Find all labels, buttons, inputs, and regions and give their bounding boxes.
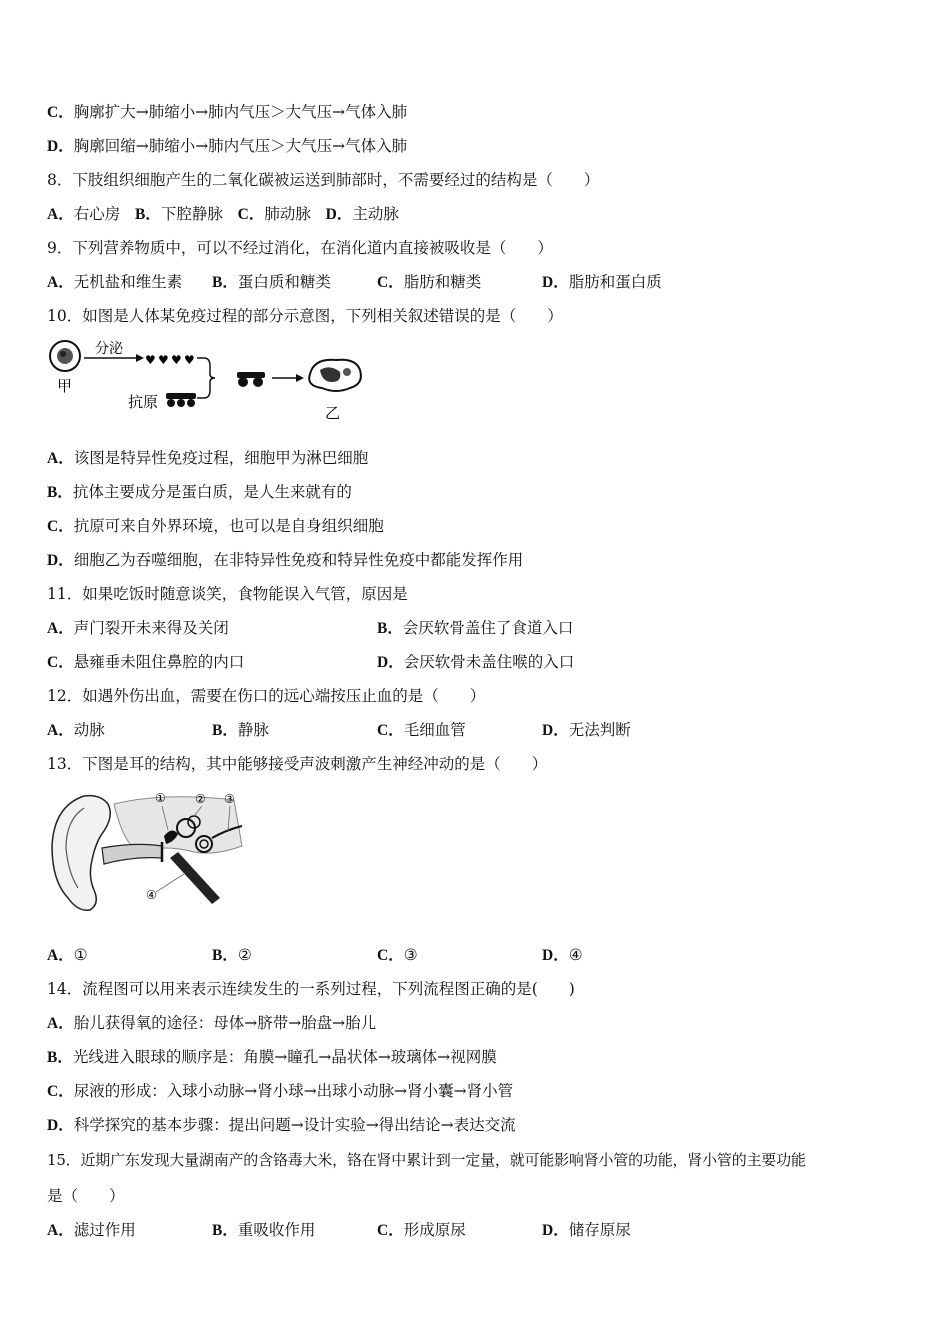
option-text: 无机盐和维生素 [73,273,183,291]
q11-option-d [377,652,574,673]
q13-option-d [542,945,583,966]
option-letter: D． [542,274,569,291]
option-text: 尿液的形成：入球小动脉→肾小球→出球小动脉→肾小囊→肾小管 [73,1082,514,1100]
q9-option-d [542,272,662,293]
q14-option-c [47,1081,513,1102]
nucleolus-icon [60,351,66,357]
option-letter: A． [47,947,74,964]
brace [204,358,215,398]
q13-stem: 13．下图是耳的结构，其中能够接受声波刺激产生神经冲动的是（ ） [47,755,548,773]
q12-option-a [47,720,105,741]
option-letter: C． [47,518,74,535]
q11-stem: 11．如果吃饭时随意谈笑，食物能误入气管，原因是 [47,585,408,603]
option-text: 抗体主要成分是蛋白质，是人生来就有的 [72,483,352,501]
q14-option-b [47,1047,497,1068]
option-letter: A． [47,1222,74,1239]
option-text: 声门裂开未来得及关闭 [73,619,229,637]
q14-option-a [47,1013,376,1034]
option-letter: C． [47,104,74,121]
label-secrete: 分泌 [95,341,123,357]
q9-option-c [377,272,481,293]
q14-stem: 14．流程图可以用来表示连续发生的一系列过程，下列流程图正确的是( ) [47,980,575,998]
q7-option-d [47,136,407,157]
option-letter: A． [47,1015,74,1032]
option-letter: A． [47,722,74,739]
option-text: ④ [568,946,583,964]
q10-option-c [47,516,384,537]
option-letter: A． [47,620,74,637]
option-letter: B． [212,274,238,291]
label-antigen: 抗原 [128,393,159,411]
option-letter: B． [212,722,238,739]
q10-stem: 10．如图是人体某免疫过程的部分示意图，下列相关叙述错误的是（ ） [47,307,563,325]
option-c-letter: C． [237,206,265,223]
q13-option-c [377,945,418,966]
marker-3: ③ [224,792,235,806]
label-jia: 甲 [57,377,73,395]
option-text: 科学探究的基本步骤：提出问题→设计实验→得出结论→表达交流 [73,1116,516,1134]
option-text: ② [237,946,252,964]
option-a-letter: A． [47,206,74,223]
option-text: 胸廓回缩→肺缩小→肺内气压＞大气压→气体入肺 [73,137,408,155]
q13-option-a [47,945,88,966]
option-text: 静脉 [237,721,269,739]
phagocyte-nucleus-icon [320,367,340,382]
option-letter: C． [377,274,404,291]
option-text: 毛细血管 [403,721,466,739]
option-text: 胎儿获得氧的途径：母体→脐带→胎盘→胎儿 [73,1014,377,1032]
option-letter: D． [47,1117,74,1134]
arrowhead-icon [296,374,304,382]
antibody-icon: ♥ [171,353,182,367]
option-text: 脂肪和蛋白质 [568,273,662,291]
q7-option-c [47,102,407,123]
option-a-text: 右心房 [73,205,121,223]
option-d-letter: D． [325,206,353,223]
option-letter: B． [377,620,403,637]
pointer-line [156,874,184,892]
q13-option-b [212,945,252,966]
option-text: 悬雍垂未阻住鼻腔的内口 [73,653,245,671]
option-text: 抗原可来自外界环境，也可以是自身组织细胞 [73,517,384,535]
q15-option-b [212,1220,315,1241]
option-letter: D． [542,947,569,964]
engulfed-particle-icon [343,368,351,376]
option-text: 脂肪和糖类 [403,273,482,291]
option-b-text: 下腔静脉 [160,205,223,223]
q10-option-d [47,550,523,571]
q9-option-a [47,272,182,293]
marker-1: ① [155,791,166,805]
option-letter: A． [47,274,74,291]
option-text: 会厌软骨盖住了食道入口 [402,619,574,637]
antibody-icon: ♥ [145,353,156,367]
q15-stem-line1: 15．近期广东发现大量湖南产的含铬毒大米，铬在肾中累计到一定量，就可能影响肾小管的功能，肾小管的主要功能 [47,1151,806,1169]
label-yi: 乙 [325,404,341,422]
option-text: ① [73,946,88,964]
antibody-icon: ♥ [158,353,169,367]
option-letter: C． [47,654,74,671]
option-text: 形成原尿 [403,1221,466,1239]
q12-option-c [377,720,466,741]
option-letter: A． [47,450,74,467]
option-text: 蛋白质和糖类 [237,273,331,291]
q12-stem: 12．如遇外伤出血，需要在伤口的远心端按压止血的是（ ） [47,687,486,705]
option-text: 细胞乙为吞噬细胞，在非特异性免疫和特异性免疫中都能发挥作用 [73,551,524,569]
q12-option-b [212,720,269,741]
option-letter: D． [47,138,74,155]
option-d-text: 主动脉 [352,205,399,223]
option-text: 胸廓扩大→肺缩小→肺内气压＞大气压→气体入肺 [73,103,408,121]
option-letter: D． [377,654,404,671]
auricle-icon [52,796,110,911]
antibody-icon: ♥ [184,353,195,367]
option-letter: B． [47,484,73,501]
arrowhead-icon [136,354,144,362]
q8-options [47,204,399,225]
q10-option-a [47,448,368,469]
q14-option-d [47,1115,516,1136]
q11-option-a [47,618,229,639]
q11-option-b [377,618,573,639]
option-letter: B． [212,1222,238,1239]
q10-option-b [47,482,352,503]
q11-option-c [47,652,244,673]
option-letter: C． [377,947,404,964]
immune-process-figure [44,336,364,426]
option-text: 该图是特异性免疫过程，细胞甲为淋巴细胞 [73,449,369,467]
marker-4: ④ [146,888,157,902]
option-letter: B． [47,1049,73,1066]
q8-stem: 8．下肢组织细胞产生的二氧化碳被运送到肺部时，不需要经过的结构是（ ） [47,171,600,189]
q9-option-b [212,272,331,293]
q15-stem-line2: 是（ ） [47,1187,125,1205]
option-letter: C． [377,1222,404,1239]
option-text: 会厌软骨未盖住喉的入口 [403,653,575,671]
option-letter: D． [47,552,74,569]
option-letter: C． [47,1083,74,1100]
antigen-icon [166,393,196,407]
option-b-letter: B． [135,206,161,223]
q15-option-c [377,1220,466,1241]
option-text: ③ [403,946,418,964]
q15-option-d [542,1220,631,1241]
option-text: 光线进入眼球的顺序是：角膜→瞳孔→晶状体→玻璃体→视网膜 [72,1048,497,1066]
option-letter: C． [377,722,404,739]
option-text: 储存原尿 [568,1221,631,1239]
option-text: 重吸收作用 [237,1221,316,1239]
q12-option-d [542,720,631,741]
ear-structure-figure [44,786,249,921]
q15-option-a [47,1220,136,1241]
ear-canal-icon [102,844,162,864]
option-text: 无法判断 [568,721,631,739]
option-text: 滤过作用 [73,1221,136,1239]
option-text: 动脉 [73,721,105,739]
option-letter: D． [542,722,569,739]
marker-2: ② [195,792,206,806]
option-letter: D． [542,1222,569,1239]
option-letter: B． [212,947,238,964]
option-c-text: 肺动脉 [264,205,311,223]
q9-stem: 9．下列营养物质中，可以不经过消化，在消化道内直接被吸收是（ ） [47,239,553,257]
antigen-antibody-complex-icon [237,372,265,387]
